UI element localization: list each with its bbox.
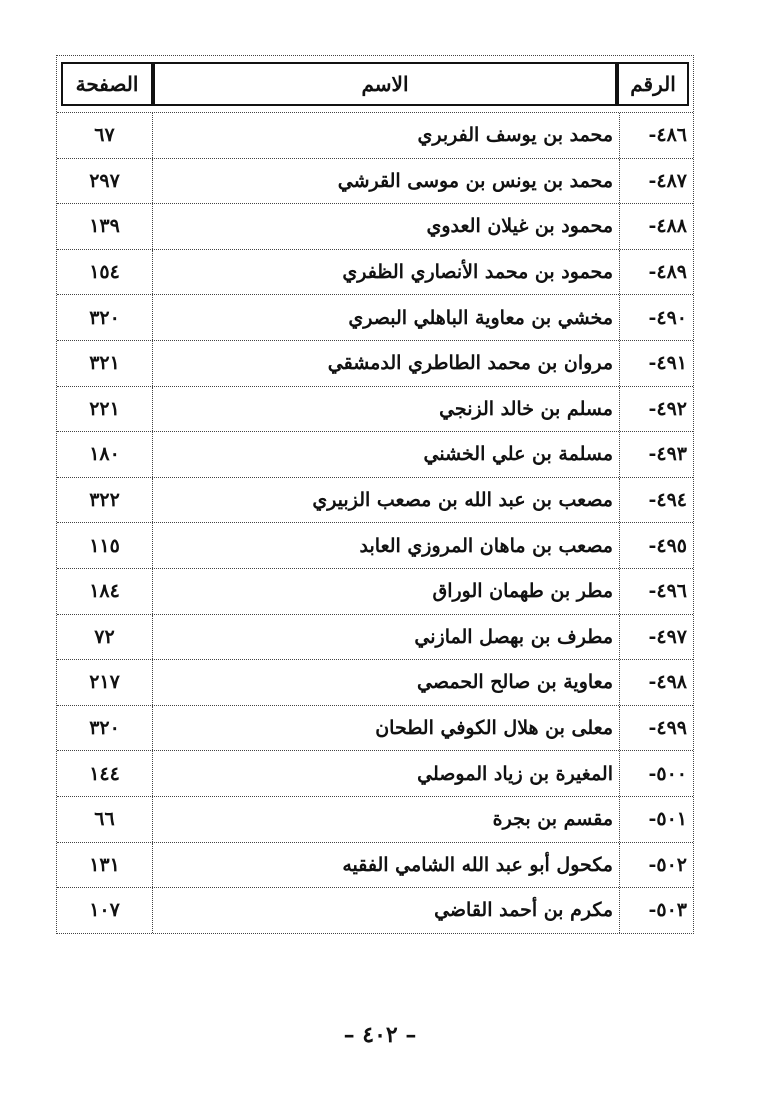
row-page: ١٣١: [89, 853, 120, 876]
row-number: ٤٩٤-: [619, 478, 693, 523]
row-name: مقسم بن بجرة: [152, 797, 619, 842]
table-row: [57, 568, 693, 614]
table-row: [57, 614, 693, 660]
row-number: ٥٠٠-: [619, 751, 693, 796]
row-number: ٤٨٩-: [619, 250, 693, 295]
table-row: [57, 796, 693, 842]
row-number: ٤٩٩-: [619, 706, 693, 751]
row-page: ٢٩٧: [89, 169, 120, 192]
row-name: محمد بن يونس بن موسى القرشي: [152, 159, 619, 204]
table-row: [57, 477, 693, 523]
table-row: [57, 750, 693, 796]
table-body: [57, 112, 693, 933]
row-name: مسلمة بن علي الخشني: [152, 432, 619, 477]
header-number: الرقم: [617, 62, 689, 106]
row-number: ٤٨٨-: [619, 204, 693, 249]
row-name: مروان بن محمد الطاطري الدمشقي: [152, 341, 619, 386]
row-page: ٢١٧: [89, 671, 120, 694]
table-row: [57, 203, 693, 249]
table-row: [57, 249, 693, 295]
header-name: الاسم: [153, 62, 617, 106]
table-row: [57, 705, 693, 751]
row-page: ٦٧: [94, 124, 115, 147]
table-header: [57, 56, 693, 112]
row-number: ٥٠٢-: [619, 843, 693, 888]
row-page: ٣٢٠: [89, 306, 120, 329]
row-number: ٤٩٥-: [619, 523, 693, 568]
row-page: ١٨٤: [89, 580, 120, 603]
row-page: ١٥٤: [89, 261, 120, 284]
row-number: ٤٩٣-: [619, 432, 693, 477]
row-page: ٣٢٠: [89, 717, 120, 740]
table-row: [57, 659, 693, 705]
page-number: – ٤٠٢ –: [343, 1022, 417, 1048]
row-name: معلى بن هلال الكوفي الطحان: [152, 706, 619, 751]
table-row: [57, 842, 693, 888]
row-number: ٤٩٨-: [619, 660, 693, 705]
row-name: مسلم بن خالد الزنجي: [152, 387, 619, 432]
row-name: محمد بن يوسف الفربري: [152, 113, 619, 158]
table-row: [57, 340, 693, 386]
row-page: ٧٢: [94, 625, 115, 648]
row-page: ٦٦: [94, 808, 115, 831]
row-name: مصعب بن ماهان المروزي العابد: [152, 523, 619, 568]
row-page: ١٠٧: [89, 899, 120, 922]
row-page: ١٣٩: [89, 215, 120, 238]
row-number: ٤٩٢-: [619, 387, 693, 432]
row-page: ١٤٤: [89, 762, 120, 785]
row-name: مخشي بن معاوية الباهلي البصري: [152, 295, 619, 340]
row-number: ٤٨٧-: [619, 159, 693, 204]
table-row: [57, 431, 693, 477]
header-page: الصفحة: [61, 62, 153, 106]
row-number: ٥٠٣-: [619, 888, 693, 933]
row-number: ٤٨٦-: [619, 113, 693, 158]
row-number: ٤٩٧-: [619, 615, 693, 660]
row-name: محمود بن محمد الأنصاري الظفري: [152, 250, 619, 295]
table-row: [57, 158, 693, 204]
row-name: محمود بن غيلان العدوي: [152, 204, 619, 249]
index-table: [56, 55, 694, 934]
row-name: معاوية بن صالح الحمصي: [152, 660, 619, 705]
row-page: ١٨٠: [89, 443, 120, 466]
table-row: [57, 522, 693, 568]
row-number: ٤٩٠-: [619, 295, 693, 340]
row-number: ٥٠١-: [619, 797, 693, 842]
row-page: ١١٥: [89, 534, 120, 557]
row-name: مطر بن طهمان الوراق: [152, 569, 619, 614]
row-name: مطرف بن بهصل المازني: [152, 615, 619, 660]
row-page: ٣٢١: [89, 352, 120, 375]
table-row: [57, 887, 693, 933]
row-name: المغيرة بن زياد الموصلي: [152, 751, 619, 796]
table-row: [57, 294, 693, 340]
table-row: [57, 112, 693, 158]
row-name: مصعب بن عبد الله بن مصعب الزبيري: [152, 478, 619, 523]
row-name: مكرم بن أحمد القاضي: [152, 888, 619, 933]
table-row: [57, 386, 693, 432]
row-number: ٤٩١-: [619, 341, 693, 386]
row-page: ٣٢٢: [89, 489, 120, 512]
row-page: ٢٢١: [89, 397, 120, 420]
row-name: مكحول أبو عبد الله الشامي الفقيه: [152, 843, 619, 888]
row-number: ٤٩٦-: [619, 569, 693, 614]
